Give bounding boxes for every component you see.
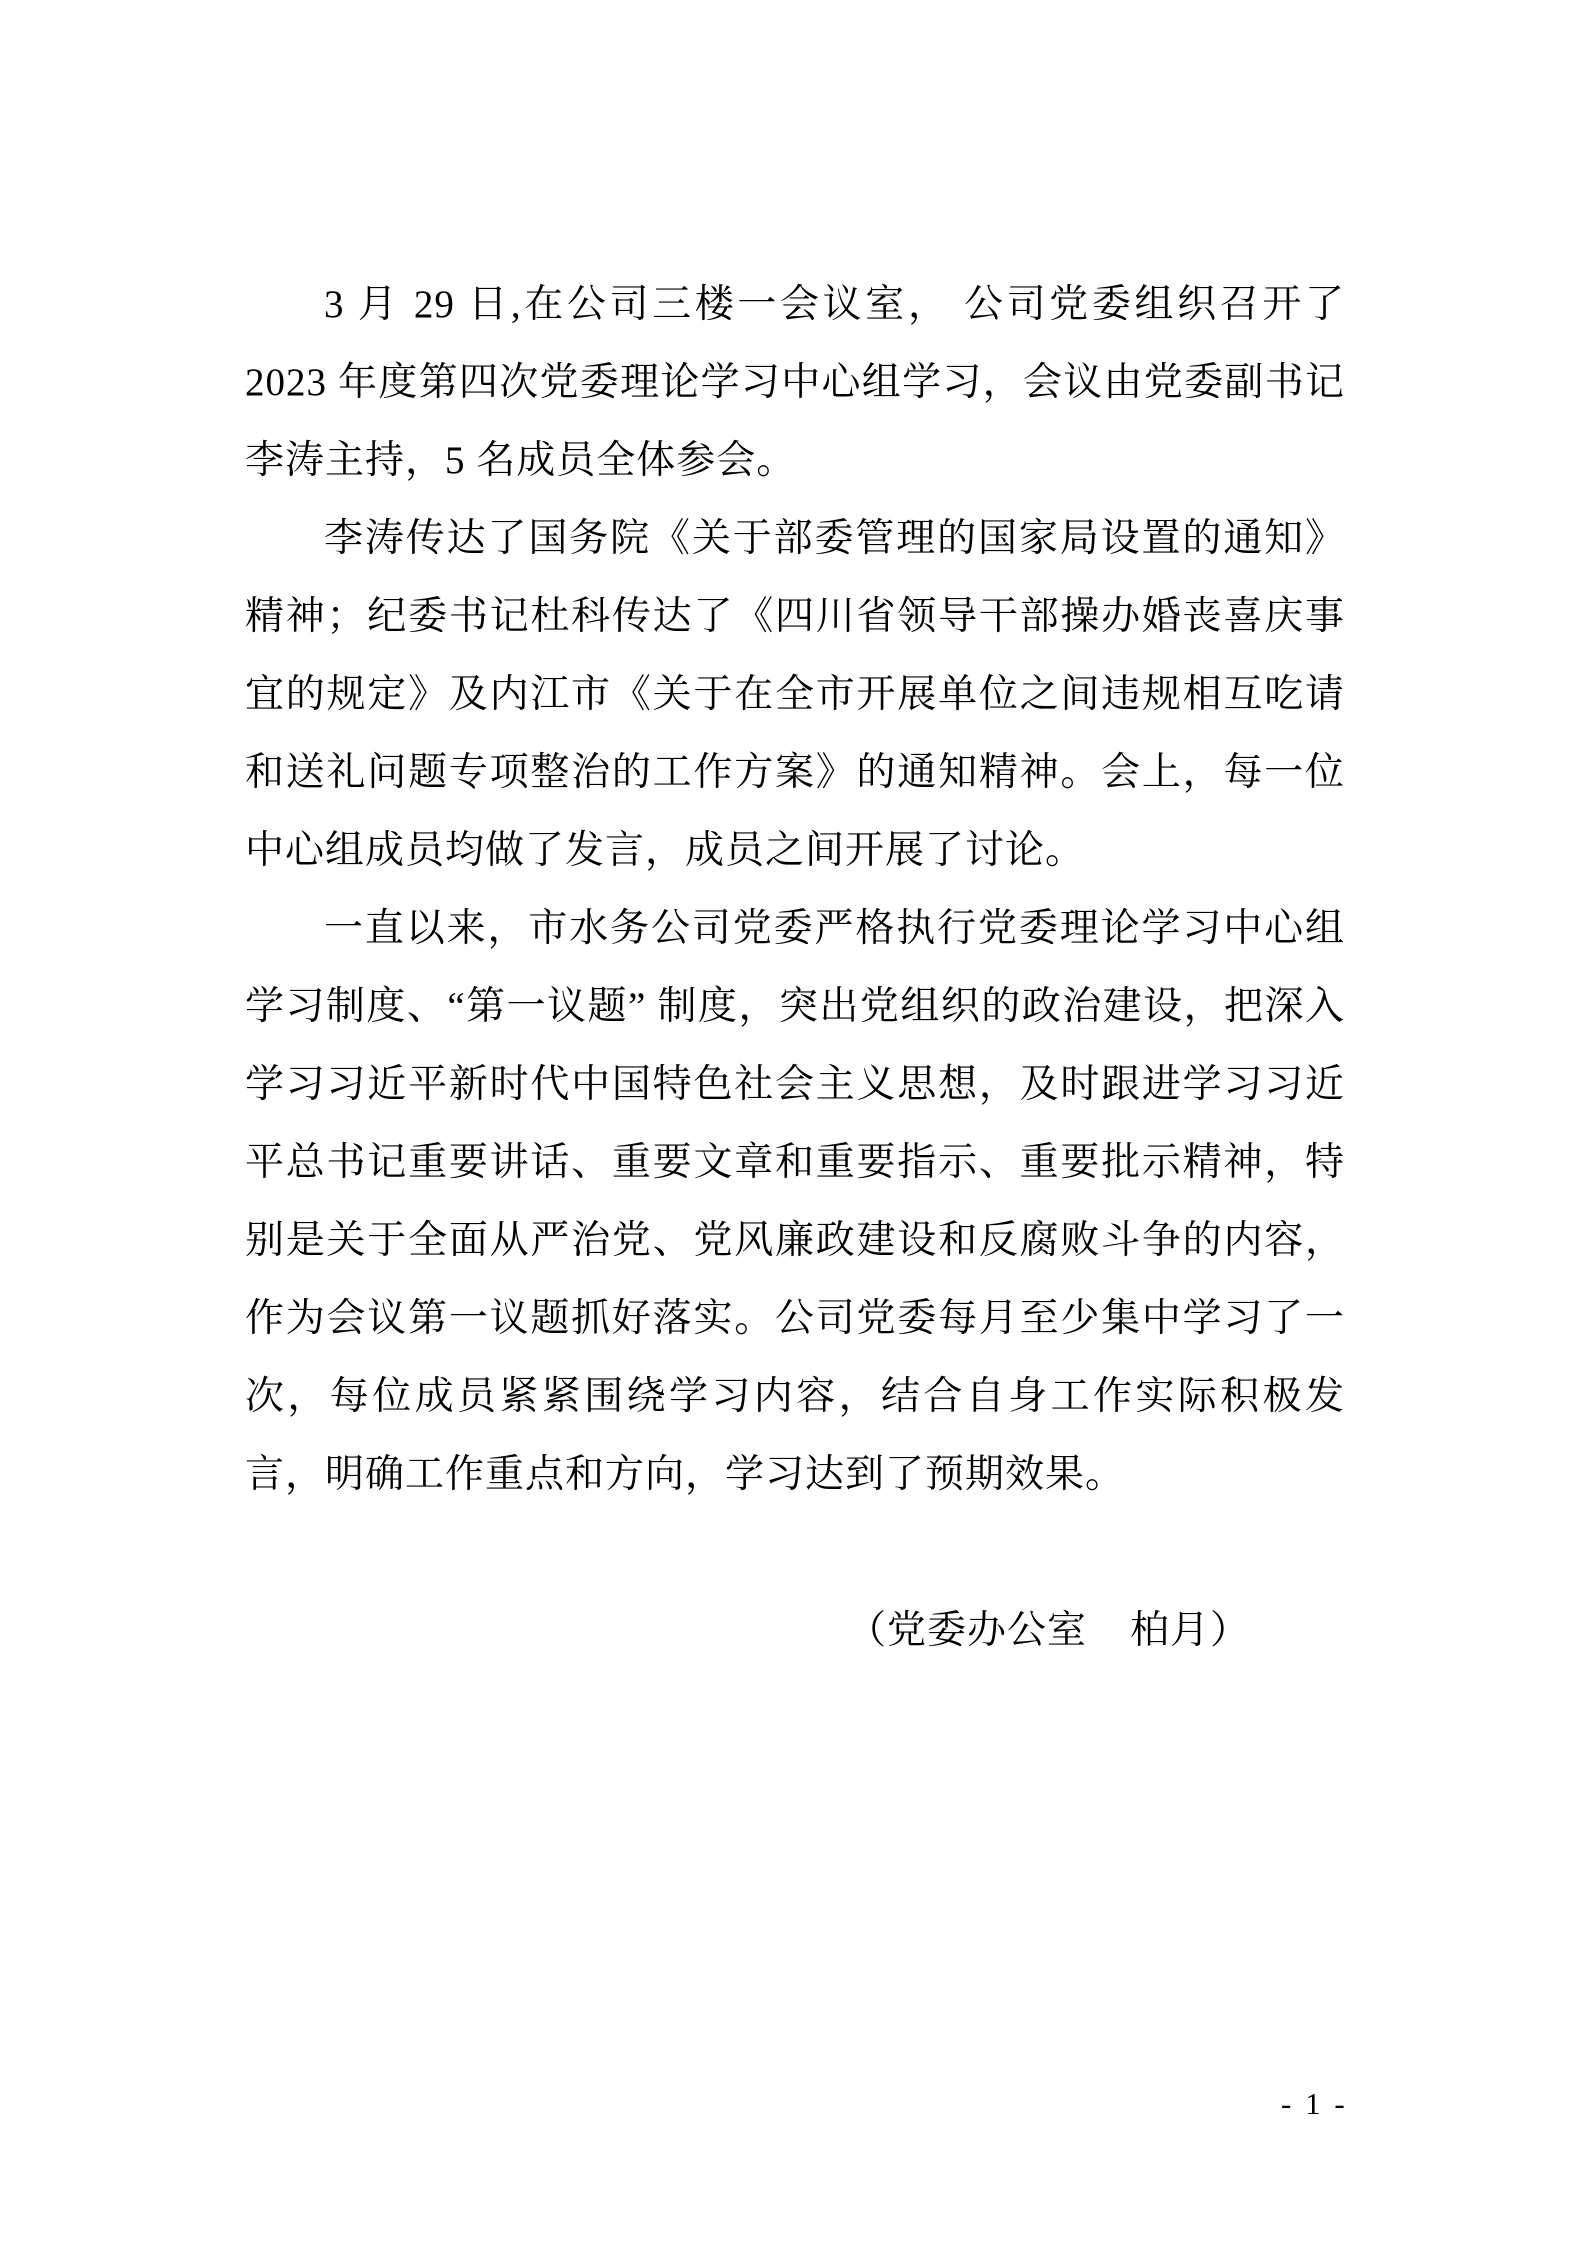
document-body <box>245 266 1345 1670</box>
paragraph-learning-system: 一直以来，市水务公司党委严格执行党委理论学习中心组学习制度、“第一议题” 制度，突出党组织的政治建设，把深入学习习近平新时代中国特色社会主义思想，及时跟进学习习近平总书记重要讲话、重要文章和重要指示、重要批示精神，特别是关于全面从严治党、党风廉政建设和反腐败斗争的内容，作为会议第一议题抓好落实。公司党委每月至少集中学习了一次，每位成员紧紧围绕学习内容，结合自身工作实际积极发言，明确工作重点和方向，学习达到了预期效果。 <box>245 907 1345 1496</box>
page-number: - 1 - <box>1281 2086 1348 2121</box>
signature-line: （党委办公室 柏月） <box>846 1609 1250 1652</box>
paragraph-meeting-intro: 3 月 29 日,在公司三楼一会议室， 公司党委组织召开了 2023 年度第四次党委理论学习中心组学习，会议由党委副书记李涛主持，5 名成员全体参会。 <box>245 283 1345 482</box>
paragraph-documents-conveyed: 李涛传达了国务院《关于部委管理的国家局设置的通知》精神；纪委书记杜科传达了《四川省领导干部操办婚丧喜庆事宜的规定》及内江市《关于在全市开展单位之间违规相互吃请和送礼问题专项整治的工作方案》的通知精神。会上，每一位中心组成员均做了发言，成员之间开展了讨论。 <box>245 517 1345 872</box>
